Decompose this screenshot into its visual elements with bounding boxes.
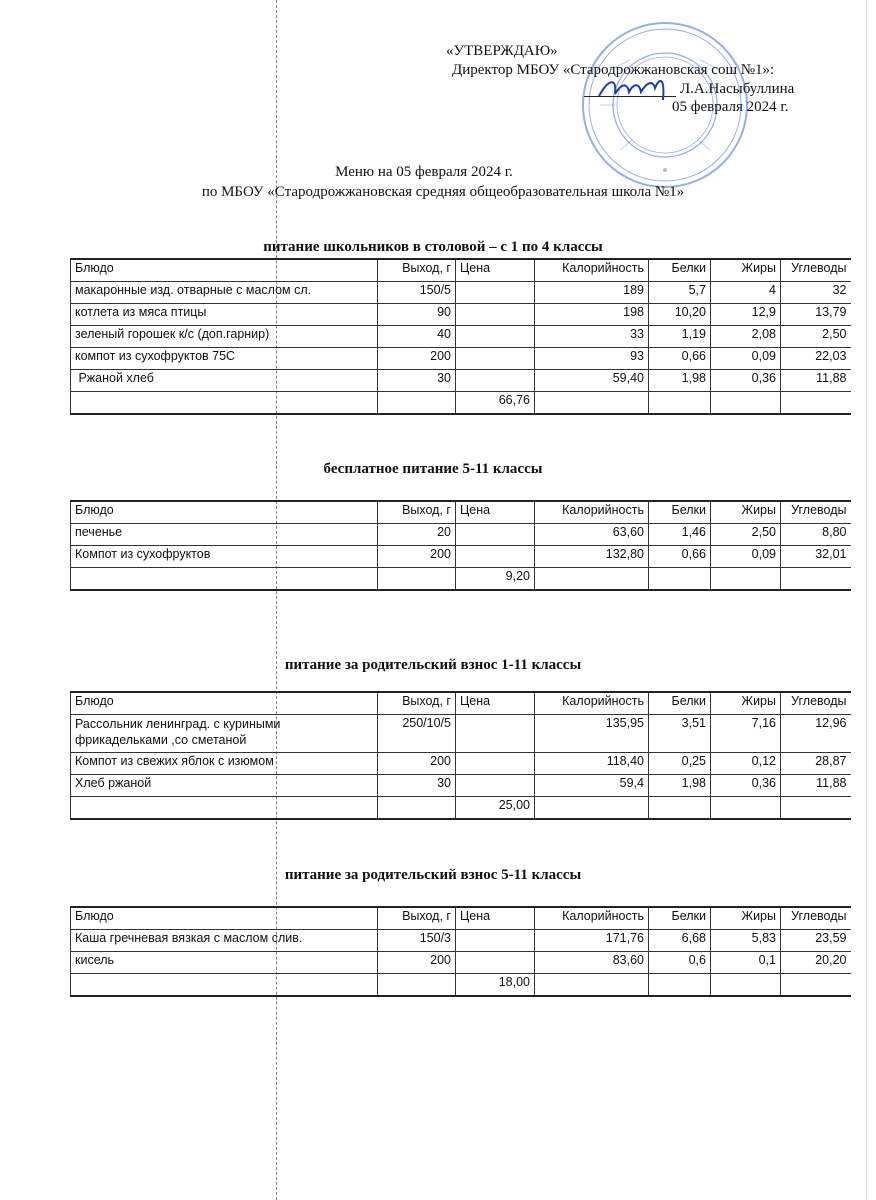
table-total-row — [71, 568, 851, 591]
dish-cell: Компот из сухофруктов — [71, 546, 378, 568]
fat-cell: 5,83 — [711, 930, 781, 952]
table-total-row — [71, 974, 851, 997]
fat-cell: 0,12 — [711, 753, 781, 775]
signature-icon — [595, 74, 675, 104]
protein-cell: 0,66 — [649, 348, 711, 370]
fat-cell: 0,09 — [711, 348, 781, 370]
carbs-cell: 13,79 — [781, 304, 851, 326]
yield-cell: 150/3 — [378, 930, 456, 952]
yield-cell: 30 — [378, 370, 456, 392]
calories-cell: 83,60 — [535, 952, 649, 974]
price-cell — [456, 304, 535, 326]
yield-cell: 30 — [378, 775, 456, 797]
column-header-calories: Калорийность — [535, 692, 649, 715]
price-cell — [456, 952, 535, 974]
price-cell — [456, 282, 535, 304]
menu-table-free-5-11 — [70, 500, 851, 591]
column-header-dish: Блюдо — [71, 692, 378, 715]
calories-cell: 59,4 — [535, 775, 649, 797]
column-header-price: Цена — [456, 259, 535, 282]
column-header-carbs: Углеводы — [781, 692, 851, 715]
price-cell — [456, 715, 535, 753]
fat-cell: 2,08 — [711, 326, 781, 348]
column-header-protein: Белки — [649, 259, 711, 282]
protein-cell: 1,98 — [649, 370, 711, 392]
page-edge — [866, 0, 867, 1200]
table-row — [71, 952, 851, 974]
table-row — [71, 715, 851, 753]
yield-cell: 250/10/5 — [378, 715, 456, 753]
column-header-protein: Белки — [649, 907, 711, 930]
price-cell — [456, 348, 535, 370]
table-row — [71, 370, 851, 392]
calories-cell: 171,76 — [535, 930, 649, 952]
column-header-yield: Выход, г — [378, 501, 456, 524]
total-price-cell: 18,00 — [456, 974, 535, 997]
fat-cell: 4 — [711, 282, 781, 304]
carbs-cell: 2,50 — [781, 326, 851, 348]
calories-cell: 63,60 — [535, 524, 649, 546]
dish-cell: Компот из свежих яблок с изюмом — [71, 753, 378, 775]
calories-cell: 118,40 — [535, 753, 649, 775]
price-cell — [456, 775, 535, 797]
total-price-cell: 25,00 — [456, 797, 535, 820]
total-price-cell: 66,76 — [456, 392, 535, 415]
section-title: питание школьников в столовой – с 1 по 4 классы — [263, 239, 603, 255]
table-header-row — [71, 501, 851, 524]
yield-cell: 200 — [378, 753, 456, 775]
table-row — [71, 930, 851, 952]
table-total-row — [71, 797, 851, 820]
carbs-cell: 11,88 — [781, 370, 851, 392]
fat-cell: 0,36 — [711, 370, 781, 392]
column-header-yield: Выход, г — [378, 907, 456, 930]
carbs-cell: 32,01 — [781, 546, 851, 568]
yield-cell: 200 — [378, 348, 456, 370]
table-row — [71, 348, 851, 370]
fat-cell: 2,50 — [711, 524, 781, 546]
column-header-calories: Калорийность — [535, 501, 649, 524]
carbs-cell: 28,87 — [781, 753, 851, 775]
dish-cell: Ржаной хлеб — [71, 370, 378, 392]
calories-cell: 132,80 — [535, 546, 649, 568]
document-subtitle: по МБОУ «Стародрожжановская средняя общеобразовательная школа №1» — [201, 184, 685, 200]
fat-cell: 0,36 — [711, 775, 781, 797]
carbs-cell: 11,88 — [781, 775, 851, 797]
protein-cell: 3,51 — [649, 715, 711, 753]
column-header-price: Цена — [456, 692, 535, 715]
approval-date: 05 февраля 2024 г. — [672, 99, 789, 115]
dish-cell: Каша гречневая вязкая с маслом слив. — [71, 930, 378, 952]
dish-cell: печенье — [71, 524, 378, 546]
carbs-cell: 12,96 — [781, 715, 851, 753]
dish-cell: Хлеб ржаной — [71, 775, 378, 797]
dish-cell: котлета из мяса птицы — [71, 304, 378, 326]
table-header-row — [71, 259, 851, 282]
protein-cell: 0,6 — [649, 952, 711, 974]
column-header-yield: Выход, г — [378, 692, 456, 715]
carbs-cell: 32 — [781, 282, 851, 304]
calories-cell: 59,40 — [535, 370, 649, 392]
table-header-row — [71, 907, 851, 930]
menu-table-grades-1-4 — [70, 258, 851, 415]
protein-cell: 1,46 — [649, 524, 711, 546]
document-title: Меню на 05 февраля 2024 г. — [335, 164, 513, 180]
price-cell — [456, 524, 535, 546]
protein-cell: 10,20 — [649, 304, 711, 326]
yield-cell: 20 — [378, 524, 456, 546]
approval-signatory: Л.А.Насыбуллина — [680, 81, 795, 97]
yield-cell: 90 — [378, 304, 456, 326]
column-header-price: Цена — [456, 501, 535, 524]
column-header-price: Цена — [456, 907, 535, 930]
price-cell — [456, 326, 535, 348]
protein-cell: 1,98 — [649, 775, 711, 797]
approval-director-line: Директор МБОУ «Стародрожжановская сош №1»: — [452, 62, 775, 78]
column-header-fat: Жиры — [711, 907, 781, 930]
price-cell — [456, 546, 535, 568]
table-row — [71, 304, 851, 326]
price-cell — [456, 370, 535, 392]
protein-cell: 5,7 — [649, 282, 711, 304]
yield-cell: 200 — [378, 546, 456, 568]
table-row — [71, 546, 851, 568]
table-header-row — [71, 692, 851, 715]
carbs-cell: 22,03 — [781, 348, 851, 370]
dish-cell: компот из сухофруктов 75С — [71, 348, 378, 370]
carbs-cell: 8,80 — [781, 524, 851, 546]
column-header-carbs: Углеводы — [781, 907, 851, 930]
table-row — [71, 775, 851, 797]
protein-cell: 6,68 — [649, 930, 711, 952]
fat-cell: 12,9 — [711, 304, 781, 326]
price-cell — [456, 753, 535, 775]
price-cell — [456, 930, 535, 952]
table-row — [71, 524, 851, 546]
table-total-row — [71, 392, 851, 415]
column-header-yield: Выход, г — [378, 259, 456, 282]
column-header-fat: Жиры — [711, 501, 781, 524]
dish-cell: зеленый горошек к/с (доп.гарнир) — [71, 326, 378, 348]
fat-cell: 0,1 — [711, 952, 781, 974]
fat-cell: 0,09 — [711, 546, 781, 568]
column-header-dish: Блюдо — [71, 501, 378, 524]
yield-cell: 40 — [378, 326, 456, 348]
fat-cell: 7,16 — [711, 715, 781, 753]
dish-cell: кисель — [71, 952, 378, 974]
section-title: бесплатное питание 5-11 классы — [323, 461, 543, 477]
menu-table-paid-5-11 — [70, 906, 851, 997]
dish-cell: Рассольник ленинград. с куриными фрикадельками ,со сметаной — [71, 715, 378, 753]
column-header-dish: Блюдо — [71, 907, 378, 930]
dish-cell: макаронные изд. отварные с маслом сл. — [71, 282, 378, 304]
column-header-dish: Блюдо — [71, 259, 378, 282]
calories-cell: 198 — [535, 304, 649, 326]
section-title: питание за родительский взнос 5-11 классы — [284, 867, 582, 883]
carbs-cell: 20,20 — [781, 952, 851, 974]
calories-cell: 93 — [535, 348, 649, 370]
column-header-calories: Калорийность — [535, 907, 649, 930]
total-price-cell: 9,20 — [456, 568, 535, 591]
yield-cell: 200 — [378, 952, 456, 974]
column-header-carbs: Углеводы — [781, 259, 851, 282]
approval-title: «УТВЕРЖДАЮ» — [446, 43, 558, 59]
menu-table-paid-1-11 — [70, 691, 851, 820]
calories-cell: 33 — [535, 326, 649, 348]
protein-cell: 0,25 — [649, 753, 711, 775]
yield-cell: 150/5 — [378, 282, 456, 304]
section-title: питание за родительский взнос 1-11 классы — [284, 657, 582, 673]
column-header-protein: Белки — [649, 692, 711, 715]
protein-cell: 1,19 — [649, 326, 711, 348]
calories-cell: 135,95 — [535, 715, 649, 753]
column-header-carbs: Углеводы — [781, 501, 851, 524]
table-row — [71, 326, 851, 348]
table-row — [71, 282, 851, 304]
carbs-cell: 23,59 — [781, 930, 851, 952]
column-header-calories: Калорийность — [535, 259, 649, 282]
table-row — [71, 753, 851, 775]
column-header-fat: Жиры — [711, 692, 781, 715]
column-header-fat: Жиры — [711, 259, 781, 282]
protein-cell: 0,66 — [649, 546, 711, 568]
calories-cell: 189 — [535, 282, 649, 304]
column-header-protein: Белки — [649, 501, 711, 524]
